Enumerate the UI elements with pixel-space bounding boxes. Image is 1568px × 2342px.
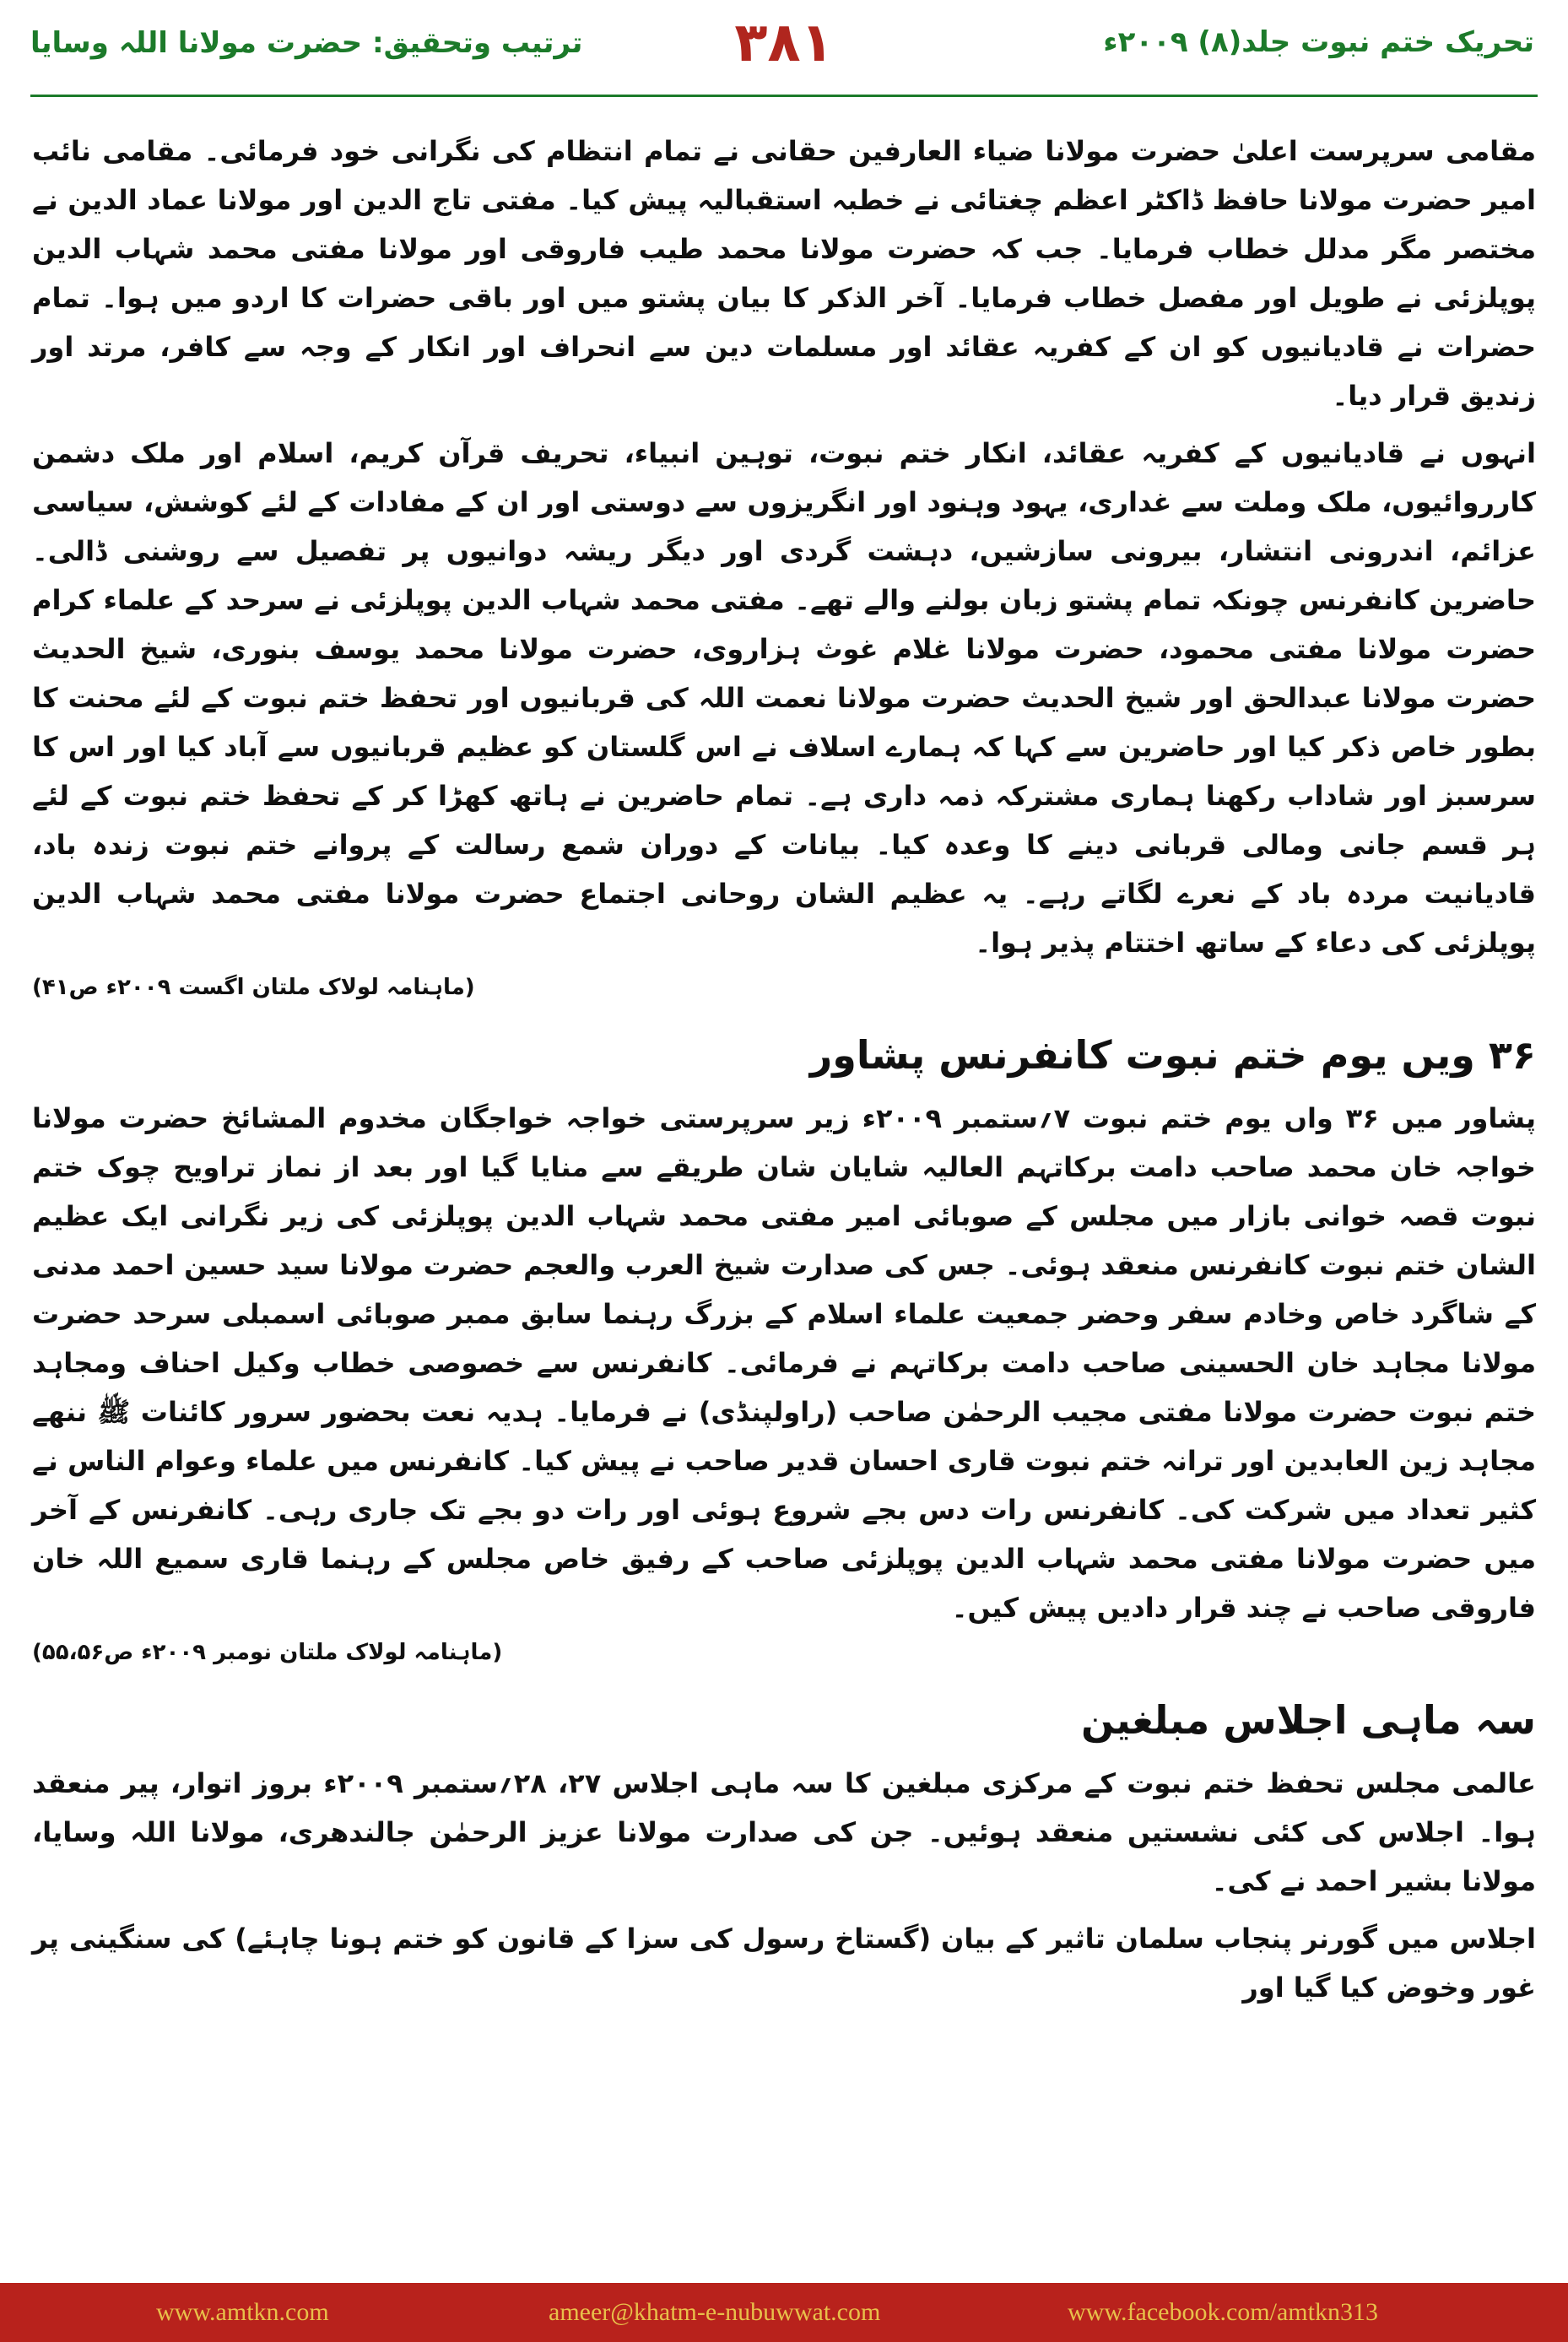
paragraph-2 <box>32 429 1536 967</box>
paragraph-2-text: انہوں نے قادیانیوں کے کفریہ عقائد، انکار ختم نبوت، توہین انبیاء، تحریف قرآن کریم، اسلام اور ملک دشمن کارروائیوں، ملک وملت سے غداری، یہود وہنود اور انگریزوں سے دوستی اور ان کے مفادات کے لئے کوشش، سیاسی عزائم، اندرونی انتشار، بیرونی سازشیں، دہشت گردی اور دیگر ریشہ دوانیوں پر تفصیل سے روشنی ڈالی۔ حاضرین کانفرنس چونکہ تمام پشتو زبان بولنے والے تھے۔ مفتی محمد شہاب الدین پوپلزئی نے سرحد کے علماء کرام حضرت مولانا مفتی محمود، حضرت مولانا غلام غوث ہزاروی، حضرت مولانا محمد یوسف بنوری، شیخ الحدیث حضرت مولانا عبدالحق اور شیخ الحدیث حضرت مولانا نعمت اللہ کی قربانیوں اور تحفظ ختم نبوت کے لئے محنت کا بطور خاص ذکر کیا اور حاضرین سے کہا کہ ہمارے اسلاف نے اس گلستان کو عظیم قربانیوں سے آباد کیا اور اس کا سرسبز اور شاداب رکھنا ہماری مشترکہ ذمہ داری ہے۔ تمام حاضرین نے ہاتھ کھڑا کر کے تحفظ ختم نبوت کے لئے ہر قسم جانی ومالی قربانی دینے کا وعدہ کیا۔ بیانات کے دوران شمع رسالت کے پروانے ختم نبوت زندہ باد، قادیانیت مردہ باد کے نعرے لگاتے رہے۔ یہ عظیم الشان روحانی اجتماع حضرت مولانا مفتی محمد شہاب الدین پوپلزئی کی دعاء کے ساتھ اختتام پذیر ہوا۔ <box>32 437 1537 959</box>
section-heading-quarterly-meeting: سہ ماہی اجلاس مبلغین <box>1081 1697 1536 1743</box>
page-content <box>32 127 1536 2020</box>
footer-website-link[interactable]: www.amtkn.com <box>156 2298 329 2326</box>
section-heading-conference: ۳۶ ویں یوم ختم نبوت کانفرنس پشاور <box>809 1032 1536 1078</box>
compiler-credit: ترتیب وتحقیق: حضرت مولانا اللہ وسایا <box>30 26 583 60</box>
paragraph-4: عالمی مجلس تحفظ ختم نبوت کے مرکزی مبلغین کا سہ ماہی اجلاس ۲۷، ۲۸؍ستمبر ۲۰۰۹ء بروز اتوار، پیر منعقد ہوا۔ اجلاس کی کئی نشستیں منعقد ہوئیں۔ جن کی صدارت مولانا عزیز الرحمٰن جالندھری، مولانا اللہ وسایا، مولانا بشیر احمد نے کی۔ <box>32 1767 1537 1897</box>
reference-1: (ماہنامہ لولاک ملتان اگست ۲۰۰۹ء ص۴۱) <box>32 975 475 1000</box>
footer-email-link[interactable]: ameer@khatm-e-nubuwwat.com <box>549 2298 881 2326</box>
reference-2: (ماہنامہ لولاک ملتان نومبر ۲۰۰۹ء ص۵۵،۵۶) <box>32 1640 503 1665</box>
paragraph-5: اجلاس میں گورنر پنجاب سلمان تاثیر کے بیان (گستاخ رسول کی سزا کے قانون کو ختم ہونا چاہئے) کی سنگینی پر غور وخوض کیا گیا اور <box>32 1923 1536 2004</box>
page-header <box>0 0 1568 101</box>
book-title: تحریک ختم نبوت جلد(۸) ۲۰۰۹ء <box>1103 25 1534 59</box>
paragraph-3: پشاور میں ۳۶ واں یوم ختم نبوت ۷؍ستمبر ۲۰۰۹ء زیر سرپرستی خواجہ خواجگان مخدوم المشائخ حضرت مولانا خواجہ خان محمد صاحب دامت برکاتہم العالیہ شایان شان طریقے سے منایا گیا اور بعد از نماز تراویح چوک ختم نبوت قصہ خوانی بازار میں مجلس کے صوبائی امیر مفتی محمد شہاب الدین پوپلزئی کی زیر نگرانی ایک عظیم الشان ختم نبوت کانفرنس منعقد ہوئی۔ جس کی صدارت شیخ العرب والعجم حضرت مولانا سید حسین احمد مدنی کے شاگرد خاص وخادم سفر وحضر جمعیت علماء اسلام کے بزرگ رہنما سابق ممبر صوبائی اسمبلی سرحد حضرت مولانا مجاہد خان الحسینی صاحب دامت برکاتہم نے فرمائی۔ کانفرنس سے خصوصی خطاب وکیل احناف ومجاہد ختم نبوت حضرت مولانا مفتی مجیب الرحمٰن صاحب (راولپنڈی) نے فرمایا۔ ہدیہ نعت بحضور سرور کائنات ﷺ ننھے مجاہد زین العابدین اور ترانہ ختم نبوت قاری احسان قدیر صاحب نے پیش کیا۔ کانفرنس میں علماء وعوام الناس نے کثیر تعداد میں شرکت کی۔ کانفرنس رات دس بجے شروع ہوئی اور رات دو بجے تک جاری رہی۔ کانفرنس کے آخر میں حضرت مولانا مفتی محمد شہاب الدین پوپلزئی صاحب کے رفیق خاص مجلس کے رہنما قاری سمیع اللہ خان فاروقی صاحب نے چند قرار دادیں پیش کیں۔ <box>32 1102 1537 1624</box>
footer-facebook-link[interactable]: www.facebook.com/amtkn313 <box>1068 2298 1378 2326</box>
page-footer <box>0 2283 1568 2342</box>
paragraph-1: مقامی سرپرست اعلیٰ حضرت مولانا ضیاء العارفین حقانی نے تمام انتظام کی نگرانی خود فرمائی۔ مقامی نائب امیر حضرت مولانا حافظ ڈاکٹر اعظم چغتائی نے خطبہ استقبالیہ پیش کیا۔ مفتی تاج الدین اور مولانا عماد الدین نے مختصر مگر مدلل خطاب فرمایا۔ جب کہ حضرت مولانا محمد طیب فاروقی اور مولانا مفتی محمد شہاب الدین پوپلزئی نے طویل اور مفصل خطاب فرمایا۔ آخر الذکر کا بیان پشتو میں اور باقی حضرات کا اردو میں ہوا۔ تمام حضرات نے قادیانیوں کو ان کے کفریہ عقائد اور مسلمات دین سے انحراف اور انکار کے وجہ سے کافر، مرتد اور زندیق قرار دیا۔ <box>32 135 1537 412</box>
page-number: ۳۸۱ <box>734 12 834 74</box>
header-divider <box>30 95 1538 97</box>
